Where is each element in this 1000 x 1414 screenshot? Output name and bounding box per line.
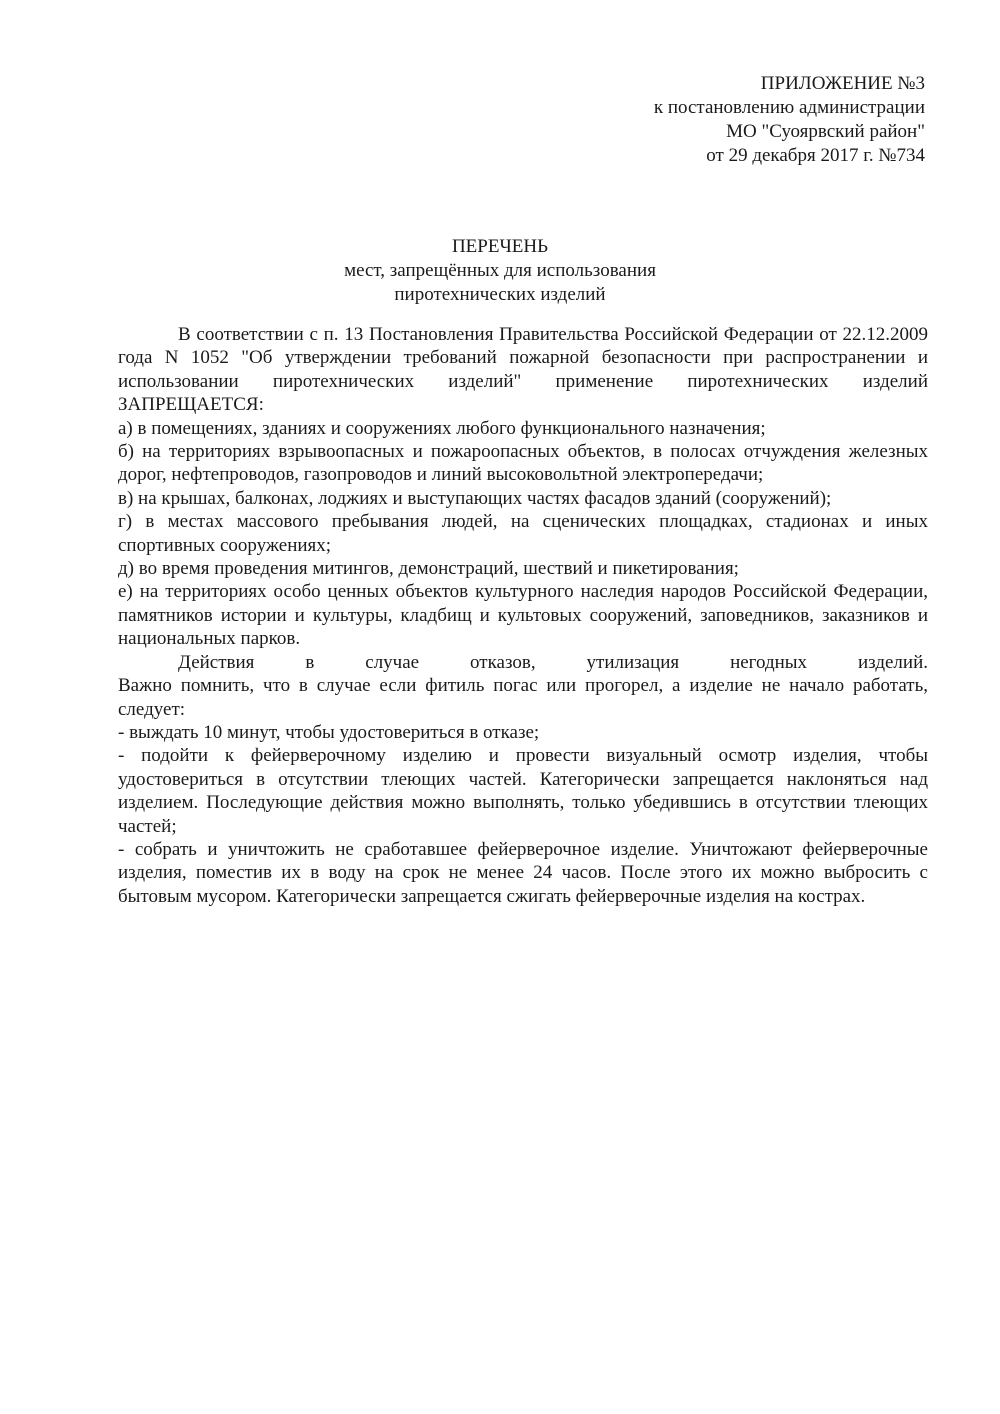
list-item-a: а) в помещениях, зданиях и сооружениях любого функционального назначения; [118,417,766,439]
actions-heading: Действия в случае отказов, утилизация негодных изделий. [178,651,928,673]
list-item-g: г) в местах массового пребывания людей, на сценических площадках, стадионах и иных спортивных сооружениях; [118,511,928,556]
step-wait: - выждать 10 минут, чтобы удостовериться в отказе; [118,721,540,743]
intro-paragraph: В соответствии с п. 13 Постановления Правительства Российской Федерации от 22.12.2009 года N 1052 "Об утверждении требований пожарной безопасности при распространении и использовании пиротехнических изделий" применение пиротехнических изделий ЗАПРЕЩАЕТСЯ: [118,324,928,416]
title-heading: ПЕРЕЧЕНЬ [451,236,549,257]
list-item-b: б) на территориях взрывоопасных и пожароопасных объектов, в полосах отчуждения железных дорог, нефтепроводов, газопроводов и линий высоковольтной электропередачи; [118,441,928,486]
title-subtitle-2: пиротехнических изделий [394,284,606,305]
document-title [0,235,1000,307]
appendix-municipality: МО "Суоярвский район" [726,121,925,142]
actions-paragraph [118,651,928,721]
appendix-date: от 29 декабря 2017 г. №734 [706,145,925,166]
step-dispose: - собрать и уничтожить не сработавшее фейерверочное изделие. Уничтожают фейерверочные изделия, поместив их в воду на срок не менее 24 часов. После этого их можно выбросить с бытовым мусором. Категорически запрещается сжигать фейерверочные изделия на кострах. [118,838,928,907]
appendix-reference: к постановлению администрации [653,97,925,118]
appendix-number: ПРИЛОЖЕНИЕ №3 [760,73,925,94]
list-item-v: в) на крышах, балконах, лоджиях и выступающих частях фасадов зданий (сооружений); [118,487,832,509]
list-item-e: е) на территориях особо ценных объектов культурного наследия народов Российской Федерации, памятников истории и культуры, кладбищ и культовых сооружений, заповедников, заказников и национальных парков. [118,581,928,650]
title-subtitle-1: мест, запрещённых для использования [344,260,656,281]
document-body [118,323,928,908]
list-item-d: д) во время проведения митингов, демонстраций, шествий и пикетирования; [118,558,739,580]
actions-text: Важно помнить, что в случае если фитиль погас или прогорел, а изделие не начало работать, следует: [118,675,928,720]
step-inspect: - подойти к фейерверочному изделию и провести визуальный осмотр изделия, чтобы удостовериться в отсутствии тлеющих частей. Категорически запрещается наклоняться над изделием. Последующие действия можно выполнять, только убедившись в отсутствии тлеющих частей; [118,745,928,837]
appendix-header [654,72,925,168]
